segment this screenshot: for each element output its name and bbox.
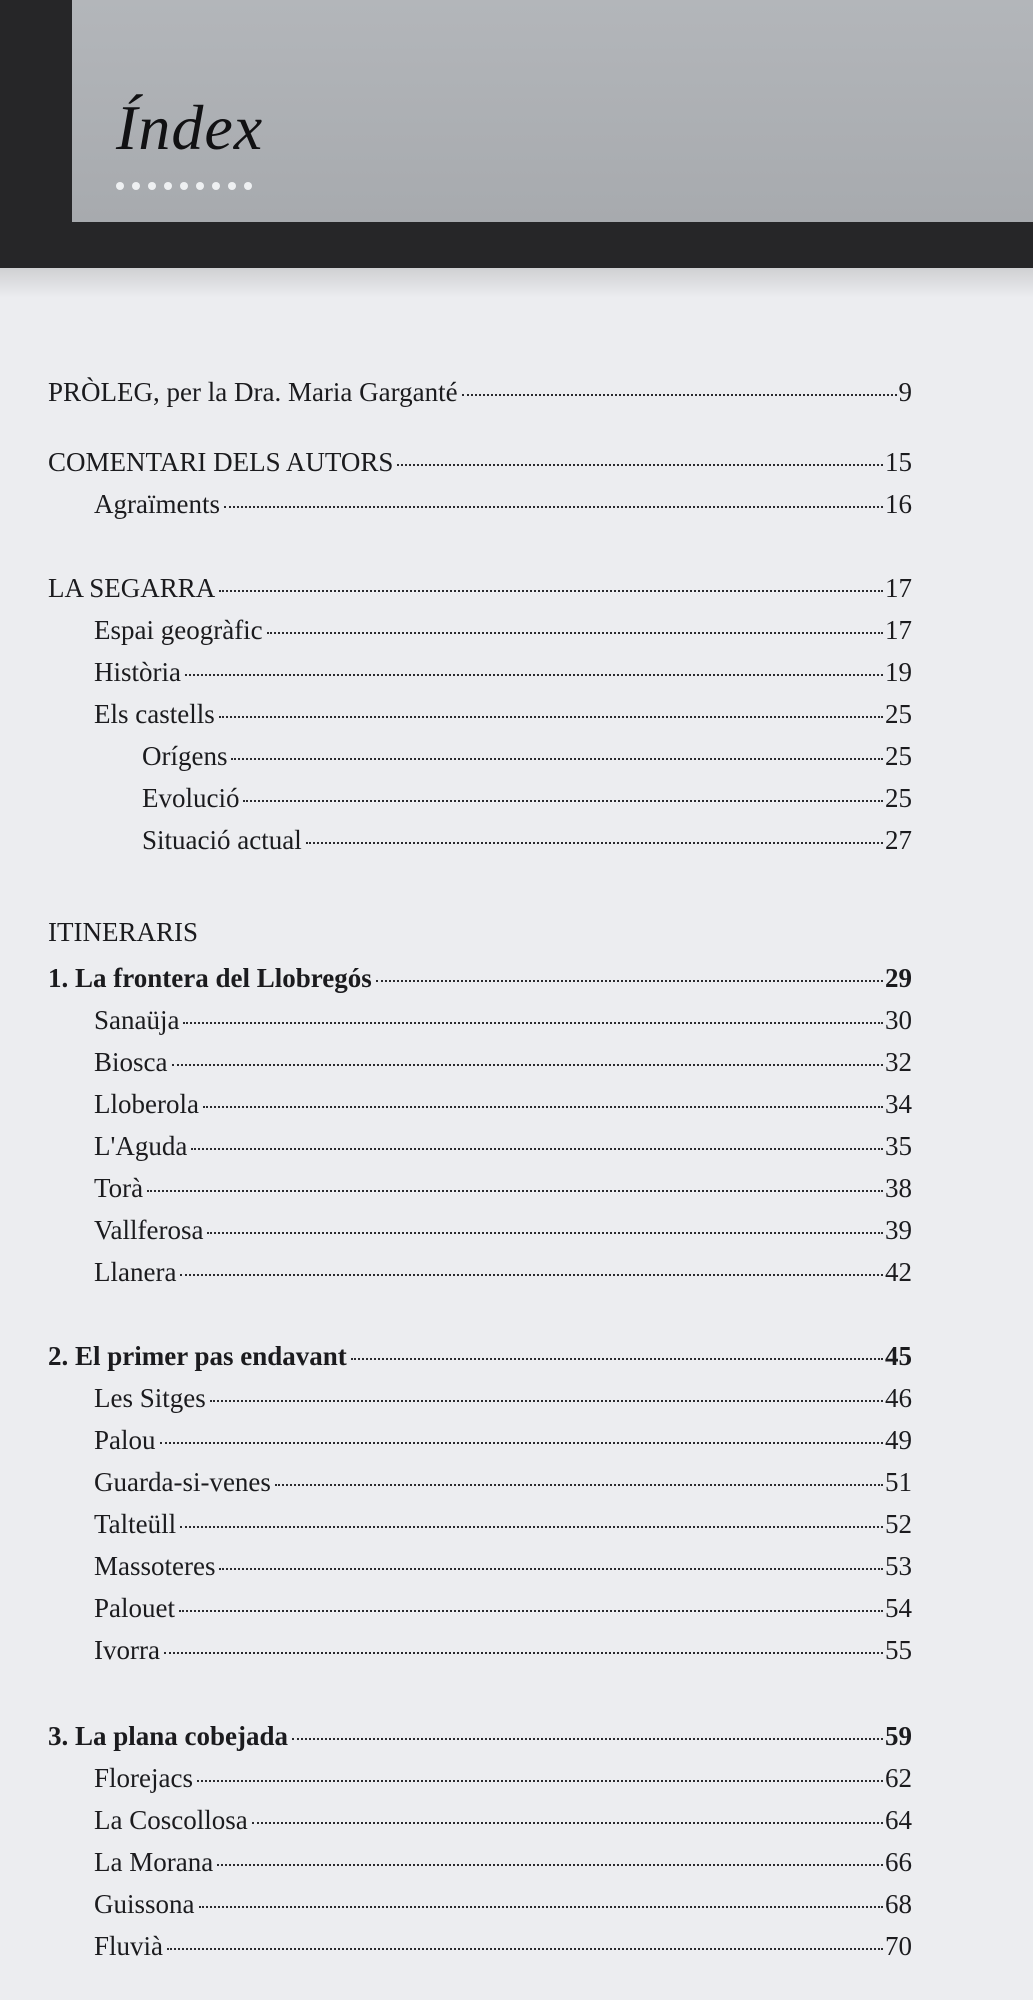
dot-leader xyxy=(180,1270,883,1276)
toc-entry-page: 38 xyxy=(885,1173,912,1203)
toc-entry-label: 2. El primer pas endavant xyxy=(48,1341,347,1371)
toc-entry-page: 54 xyxy=(885,1593,912,1623)
toc-entry-sub[interactable] xyxy=(94,1800,912,1840)
dot-leader xyxy=(191,1144,883,1150)
toc-entry-sub[interactable] xyxy=(94,1000,912,1040)
toc-entry-sub[interactable] xyxy=(94,1630,912,1670)
toc-entry-label: 3. La plana cobejada xyxy=(48,1721,289,1751)
dot-ornament-icon xyxy=(116,182,124,190)
toc-entry-page: 62 xyxy=(885,1763,912,1793)
dot-leader xyxy=(217,1860,883,1866)
dot-ornament-icon xyxy=(132,182,140,190)
dot-leader xyxy=(164,1648,883,1654)
toc-entry-page: 30 xyxy=(885,1005,912,1035)
toc-entry-page: 68 xyxy=(885,1889,912,1919)
page-title: Índex xyxy=(116,92,264,163)
toc-entry-page: 35 xyxy=(885,1131,912,1161)
toc-entry-page: 29 xyxy=(885,963,912,993)
toc-entry-label: Palouet xyxy=(94,1593,175,1623)
toc-entry-label: COMENTARI DELS AUTORS xyxy=(48,447,394,477)
toc-entry-situacio[interactable] xyxy=(142,820,912,860)
dot-ornament-icon xyxy=(148,182,156,190)
dot-leader xyxy=(197,1776,883,1782)
dot-leader xyxy=(172,1060,884,1066)
title-dots-ornament xyxy=(116,182,252,190)
toc-entry-page: 52 xyxy=(885,1509,912,1539)
toc-entry-label: Espai geogràfic xyxy=(94,615,263,645)
toc-entry-sub[interactable] xyxy=(94,1420,912,1460)
dot-leader xyxy=(219,586,883,592)
dot-leader xyxy=(147,1186,883,1192)
toc-entry-sub[interactable] xyxy=(94,1588,912,1628)
header-band xyxy=(0,0,1033,268)
toc-entry-page: 27 xyxy=(885,825,912,855)
toc-entry-origens[interactable] xyxy=(142,736,912,776)
toc-entry-sub[interactable] xyxy=(94,1546,912,1586)
toc-entry-page: 53 xyxy=(885,1551,912,1581)
dot-leader xyxy=(397,460,883,466)
toc-entry-sub[interactable] xyxy=(94,1168,912,1208)
toc-entry-sub[interactable] xyxy=(94,1926,912,1966)
toc-entry-page: 25 xyxy=(885,741,912,771)
dot-leader xyxy=(199,1902,884,1908)
toc-entry-label: Biosca xyxy=(94,1047,168,1077)
toc-entry-label: La Coscollosa xyxy=(94,1805,248,1835)
toc-entry-label: Ivorra xyxy=(94,1635,160,1665)
toc-entry-label: Guissona xyxy=(94,1889,195,1919)
toc-entry-historia[interactable] xyxy=(94,652,912,692)
dot-leader xyxy=(224,502,883,508)
toc-entry-sub[interactable] xyxy=(94,1884,912,1924)
toc-entry-label: Els castells xyxy=(94,699,215,729)
toc-entry-label: Massoteres xyxy=(94,1551,216,1581)
toc-entry-label: Agraïments xyxy=(94,489,220,519)
dot-leader xyxy=(210,1396,883,1402)
dot-leader xyxy=(185,670,883,676)
dot-leader xyxy=(183,1018,883,1024)
toc-entry-label: La Morana xyxy=(94,1847,214,1877)
dot-leader xyxy=(351,1354,883,1360)
toc-entry-label: Guarda-si-venes xyxy=(94,1467,271,1497)
dot-leader xyxy=(207,1228,883,1234)
toc-entry-page: 17 xyxy=(885,573,912,603)
dot-ornament-icon xyxy=(196,182,204,190)
toc-entry-sub[interactable] xyxy=(94,1084,912,1124)
toc-entry-page: 70 xyxy=(885,1931,912,1961)
dot-leader xyxy=(179,1606,883,1612)
dot-leader xyxy=(292,1734,883,1740)
toc-entry-page: 66 xyxy=(885,1847,912,1877)
toc-entry-label: Vallferosa xyxy=(94,1215,204,1245)
dot-ornament-icon xyxy=(244,182,252,190)
dot-leader xyxy=(243,796,883,802)
toc-entry-page: 49 xyxy=(885,1425,912,1455)
toc-entry-label: Sanaüja xyxy=(94,1005,180,1035)
page-shadow xyxy=(0,268,1033,298)
toc-entry-castells[interactable] xyxy=(94,694,912,734)
toc-entry-sub[interactable] xyxy=(94,1210,912,1250)
toc-entry-page: 25 xyxy=(885,783,912,813)
toc-entry-sub[interactable] xyxy=(94,1504,912,1544)
dot-leader xyxy=(267,628,883,634)
toc-entry-espai[interactable] xyxy=(94,610,912,650)
toc-entry-label: Evolució xyxy=(142,783,240,813)
toc-entry-sub[interactable] xyxy=(94,1462,912,1502)
toc-entry-page: 34 xyxy=(885,1089,912,1119)
toc-entry-page: 16 xyxy=(885,489,912,519)
toc-entry-page: 17 xyxy=(885,615,912,645)
toc-entry-label: Situació actual xyxy=(142,825,302,855)
toc-entry-itinerary-2[interactable] xyxy=(48,1336,912,1376)
dot-leader xyxy=(219,1564,883,1570)
toc-entry-page: 55 xyxy=(885,1635,912,1665)
toc-entry-page: 45 xyxy=(885,1341,912,1371)
dot-leader xyxy=(376,976,883,982)
toc-entry-label: Fluvià xyxy=(94,1931,164,1961)
toc-entry-segarra[interactable] xyxy=(48,568,912,608)
toc-entry-label: Talteüll xyxy=(94,1509,177,1539)
toc-entry-label: PRÒLEG, per la Dra. Maria Garganté xyxy=(48,377,458,407)
dot-leader xyxy=(203,1102,883,1108)
toc-entry-label: LA SEGARRA xyxy=(48,573,216,603)
dot-leader xyxy=(275,1480,883,1486)
toc-entry-sub[interactable] xyxy=(94,1252,912,1292)
toc-entry-label: Lloberola xyxy=(94,1089,199,1119)
toc-entry-proleg[interactable] xyxy=(48,372,912,412)
dot-ornament-icon xyxy=(212,182,220,190)
toc-entry-label: L'Aguda xyxy=(94,1131,188,1161)
toc-entry-page: 46 xyxy=(885,1383,912,1413)
toc-entry-label: Llanera xyxy=(94,1257,177,1287)
dot-leader xyxy=(160,1438,883,1444)
toc-entry-page: 19 xyxy=(885,657,912,687)
toc-entry-itinerary-1[interactable] xyxy=(48,958,912,998)
toc-entry-page: 9 xyxy=(898,377,912,407)
toc-entry-label: Florejacs xyxy=(94,1763,193,1793)
toc-entry-sub[interactable] xyxy=(94,1126,912,1166)
toc-entry-sub[interactable] xyxy=(94,1378,912,1418)
toc-entry-label: 1. La frontera del Llobregós xyxy=(48,963,372,993)
toc-section-heading: ITINERARIS xyxy=(48,917,198,947)
toc-entry-itinerary-3[interactable] xyxy=(48,1716,912,1756)
toc-entry-agraiments[interactable] xyxy=(94,484,912,524)
dot-leader xyxy=(306,838,883,844)
toc-entry-label: Torà xyxy=(94,1173,144,1203)
toc-entry-page: 64 xyxy=(885,1805,912,1835)
toc-entry-page: 59 xyxy=(885,1721,912,1751)
dot-leader xyxy=(462,390,897,396)
toc-entry-sub[interactable] xyxy=(94,1758,912,1798)
dot-ornament-icon xyxy=(180,182,188,190)
toc-entry-page: 51 xyxy=(885,1467,912,1497)
toc-entry-page: 39 xyxy=(885,1215,912,1245)
toc-entry-label: Història xyxy=(94,657,181,687)
toc-entry-page: 25 xyxy=(885,699,912,729)
dot-leader xyxy=(167,1944,883,1950)
toc-entry-evolucio[interactable] xyxy=(142,778,912,818)
toc-entry-page: 32 xyxy=(885,1047,912,1077)
dot-ornament-icon xyxy=(228,182,236,190)
toc-entry-page: 15 xyxy=(885,447,912,477)
dot-leader xyxy=(231,754,883,760)
toc-entry-page: 42 xyxy=(885,1257,912,1287)
toc-entry-sub[interactable] xyxy=(94,1842,912,1882)
toc-entry-label: Palou xyxy=(94,1425,156,1455)
toc-entry-comentari[interactable] xyxy=(48,442,912,482)
dot-leader xyxy=(252,1818,883,1824)
dot-ornament-icon xyxy=(164,182,172,190)
toc-entry-sub[interactable] xyxy=(94,1042,912,1082)
toc-entry-label: Orígens xyxy=(142,741,228,771)
dot-leader xyxy=(219,712,883,718)
dot-leader xyxy=(180,1522,883,1528)
toc-entry-label: Les Sitges xyxy=(94,1383,206,1413)
